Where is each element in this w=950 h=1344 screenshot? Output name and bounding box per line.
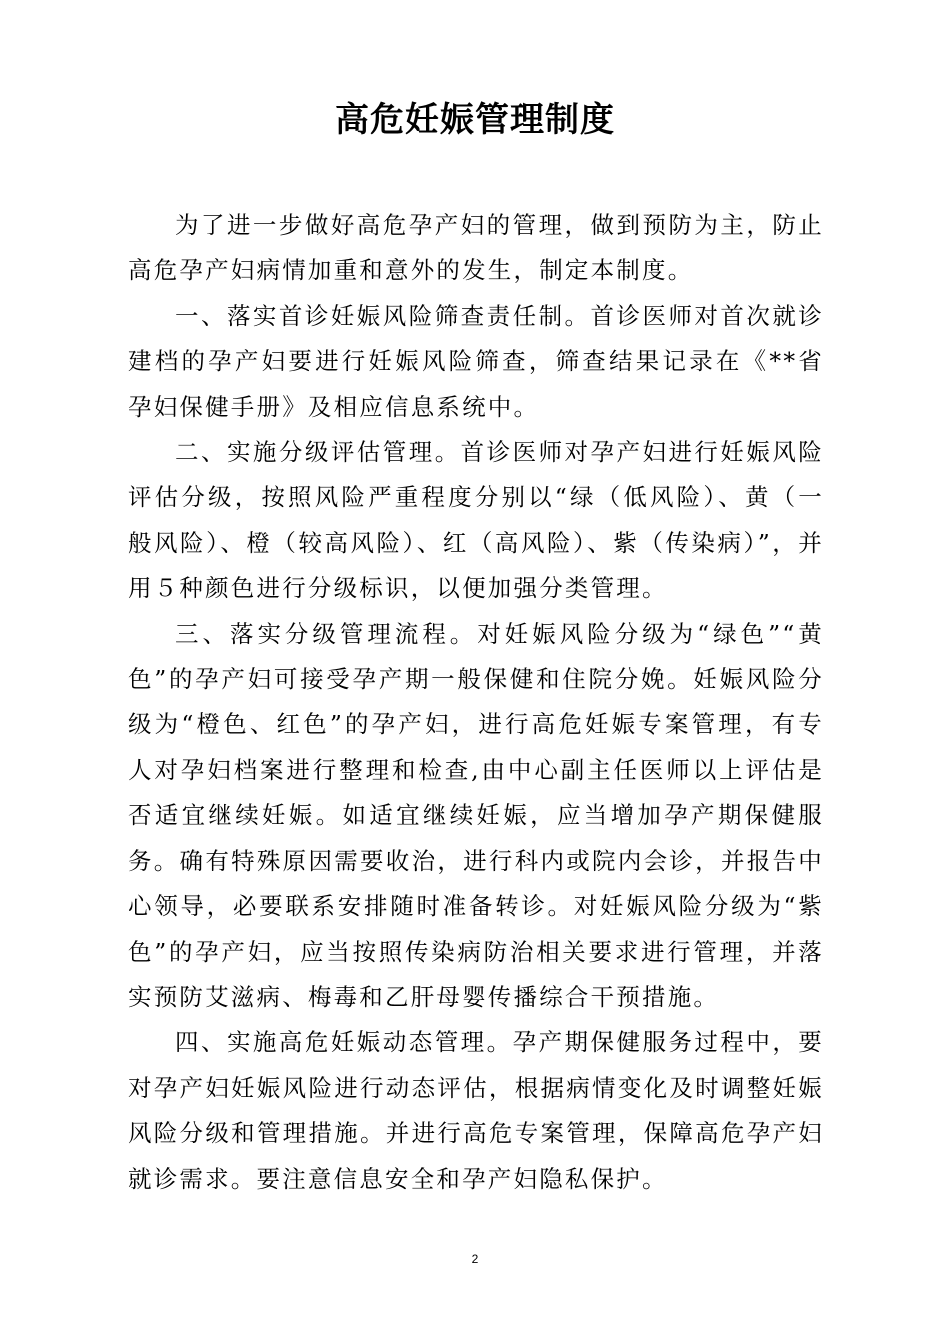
section-3-paragraph: 三、落实分级管理流程。对妊娠风险分级为“绿色”“黄色”的孕产妇可接受孕产期一般保健和住院分娩。妊娠风险分级为“橙色、红色”的孕产妇，进行高危妊娠专案管理，有专人对孕妇档案进行整理和检查,由中心副主任医师以上评估是否适宜继续妊娠。如适宜继续妊娠，应当增加孕产期保健服务。确有特殊原因需要收治，进行科内或院内会诊，并报告中心领导，必要联系安排随时准备转诊。对妊娠风险分级为“紫色”的孕产妇，应当按照传染病防治相关要求进行管理，并落实预防艾滋病、梅毒和乙肝母婴传播综合干预措施。: [128, 619, 824, 1011]
page-number: 2: [471, 1252, 479, 1266]
intro-paragraph: 为了进一步做好高危孕产妇的管理，做到预防为主，防止高危孕产妇病情加重和意外的发生，制定本制度。: [128, 211, 824, 285]
document-body: [128, 203, 824, 1202]
document-title: 高危妊娠管理制度: [335, 100, 615, 140]
section-2-paragraph: 二、实施分级评估管理。首诊医师对孕产妇进行妊娠风险评估分级，按照风险严重程度分别以“绿（低风险）、黄（一般风险）、橙（较高风险）、红（高风险）、紫（传染病）”，并用５种颜色进行分级标识，以便加强分类管理。: [128, 438, 824, 603]
section-1-paragraph: 一、落实首诊妊娠风险筛查责任制。首诊医师对首次就诊建档的孕产妇要进行妊娠风险筛查，筛查结果记录在《**省孕妇保健手册》及相应信息系统中。: [128, 301, 824, 421]
section-4-paragraph: 四、实施高危妊娠动态管理。孕产期保健服务过程中，要对孕产妇妊娠风险进行动态评估，根据病情变化及时调整妊娠风险分级和管理措施。并进行高危专案管理，保障高危孕产妇就诊需求。要注意信息安全和孕产妇隐私保护。: [128, 1028, 824, 1193]
